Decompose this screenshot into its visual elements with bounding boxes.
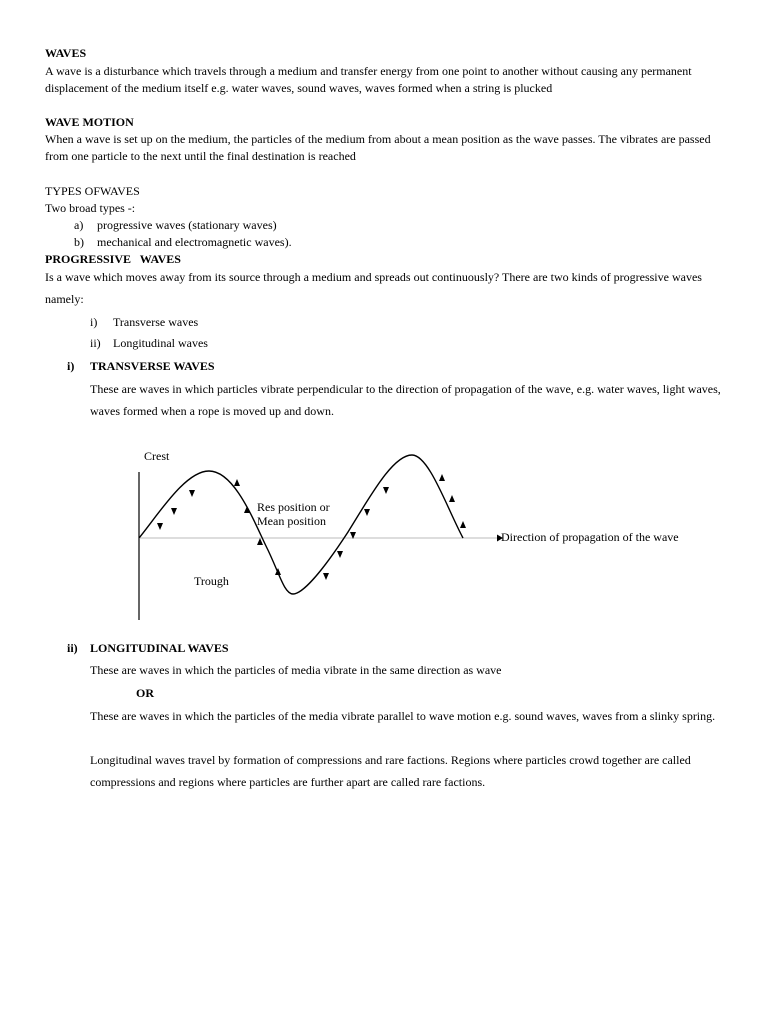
- transverse-text: These are waves in which particles vibrate perpendicular to the direction of propagation of the wave, e.g. water waves, light waves, waves formed when a rope is moved up and down.: [90, 382, 721, 418]
- longitudinal-marker: ii): [67, 641, 78, 655]
- kind-ii-marker: ii): [90, 336, 101, 350]
- longitudinal-definition-2: These are waves in which the particles of the media vibrate parallel to wave motion e.g. sound waves, waves from a slinky spring.: [90, 709, 716, 723]
- kind-longitudinal: Longitudinal waves: [113, 336, 208, 350]
- types-intro: Two broad types -:: [45, 201, 136, 215]
- kind-i-marker: i): [90, 315, 98, 329]
- longitudinal-definition-1: These are waves in which the particles of media vibrate in the same direction as wave: [90, 663, 502, 677]
- waves-heading: WAVES: [45, 46, 87, 60]
- direction-label: Direction of propagation of the wave: [501, 530, 679, 544]
- longitudinal-explanation: Longitudinal waves travel by formation of compressions and rare factions. Regions where particles crowd together are called compressions and regions where particles are further apart are called rare factions.: [90, 753, 691, 789]
- crest-label: Crest: [144, 449, 170, 463]
- or-label: OR: [136, 686, 154, 700]
- particle-arrow-up: [244, 506, 250, 513]
- transverse-heading: TRANSVERSE WAVES: [90, 359, 215, 373]
- types-heading: TYPES OFWAVES: [45, 184, 140, 198]
- particle-arrow-down: [364, 509, 370, 516]
- wave-motion-heading: WAVE MOTION: [45, 115, 134, 129]
- rest-position-label-line1: Res position or: [257, 500, 330, 514]
- particle-arrow-down: [157, 523, 163, 530]
- types-item-a-marker: a): [74, 218, 84, 232]
- rest-position-label-line2: Mean position: [257, 514, 326, 528]
- particle-arrow-down: [171, 508, 177, 515]
- particle-arrow-down: [337, 551, 343, 558]
- types-item-a: progressive waves (stationary waves): [97, 218, 277, 232]
- trough-label: Trough: [194, 574, 229, 588]
- particle-arrow-up: [460, 521, 466, 528]
- longitudinal-heading: LONGITUDINAL WAVES: [90, 641, 229, 655]
- types-item-b-marker: b): [74, 235, 84, 249]
- transverse-marker: i): [67, 359, 75, 373]
- particle-arrow-down: [189, 490, 195, 497]
- particle-arrow-down: [323, 573, 329, 580]
- kind-transverse: Transverse waves: [113, 315, 199, 329]
- particle-arrow-up: [439, 474, 445, 481]
- waves-definition: A wave is a disturbance which travels through a medium and transfer energy from one point to another without causing any permanent displacement of the medium itself e.g. water waves, sound waves, waves formed when a string is plucked: [45, 64, 692, 95]
- particle-arrow-up: [234, 479, 240, 486]
- wave-motion-text: When a wave is set up on the medium, the particles of the medium from about a mean position as the wave passes. The vibrates are passed from one particle to the next until the final destination is reached: [45, 132, 711, 163]
- types-item-b: mechanical and electromagnetic waves).: [97, 235, 292, 249]
- particle-arrow-up: [449, 495, 455, 502]
- particle-arrow-down: [383, 487, 389, 494]
- progressive-text: Is a wave which moves away from its source through a medium and spreads out continuously? There are two kinds of progressive waves namely:: [45, 270, 702, 306]
- progressive-heading: PROGRESSIVE WAVES: [45, 252, 181, 266]
